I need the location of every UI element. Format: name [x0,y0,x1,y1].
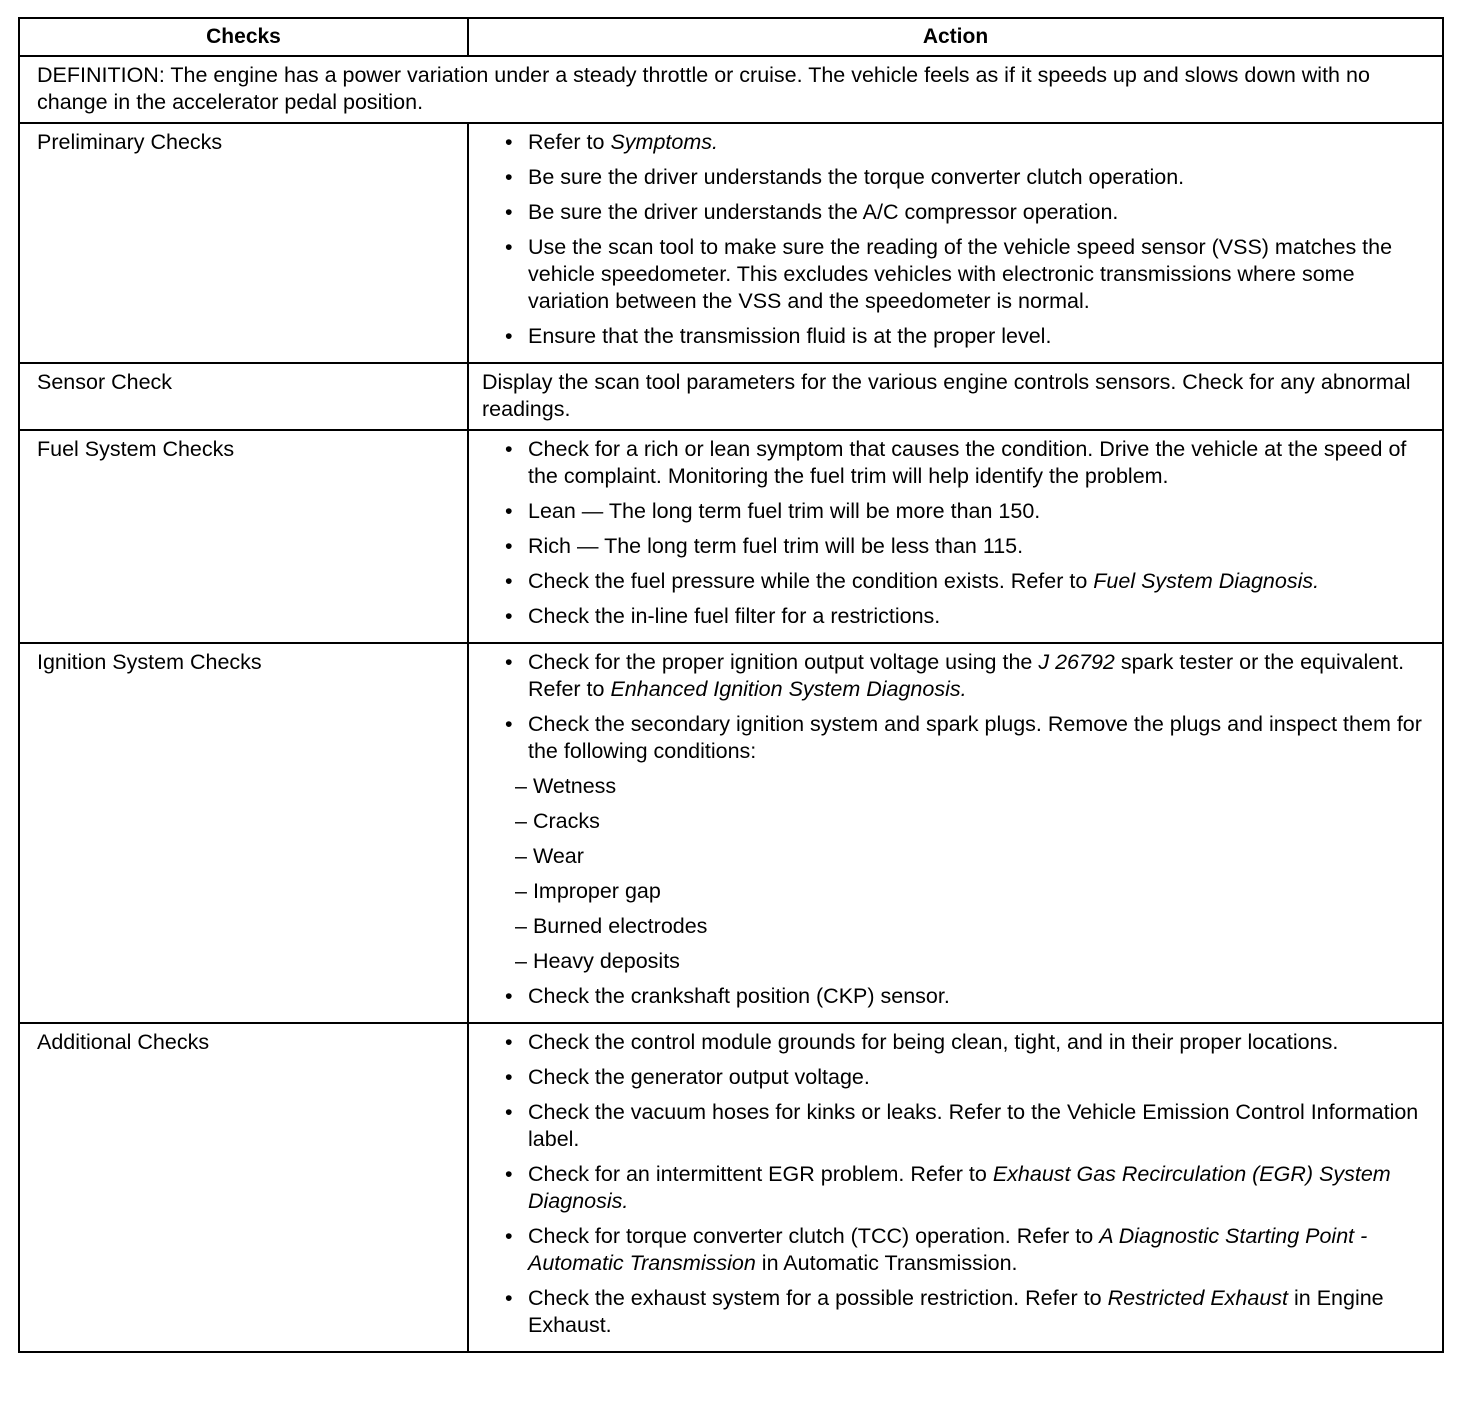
action-item: • Refer to Symptoms. [505,129,1434,156]
condition-item: – Wear [515,843,1434,870]
table-row [19,643,1443,1023]
condition-list [515,773,1434,975]
action-item: • Check the generator output voltage. [505,1064,1434,1091]
action-cell [468,123,1443,363]
action-list [505,436,1434,630]
action-item: • Check the secondary ignition system and spark plugs. Remove the plugs and inspect them for the following conditions: – Wetness – Cracks – Wear – Improper gap – Burned electrodes – Heavy deposits [505,711,1434,975]
action-list [505,649,1434,1010]
table-row [19,430,1443,643]
action-item: • Check for a rich or lean symptom that causes the condition. Drive the vehicle at the speed of the complaint. Monitoring the fuel trim will help identify the problem. [505,436,1434,490]
action-item: • Check for torque converter clutch (TCC) operation. Refer to A Diagnostic Starting Point - Automatic Transmission in Automatic Transmission. [505,1223,1434,1277]
check-label: Preliminary Checks [19,123,468,363]
action-item: • Check the crankshaft position (CKP) sensor. [505,983,1434,1010]
action-list [505,129,1434,350]
action-item: • Check for an intermittent EGR problem. Refer to Exhaust Gas Recirculation (EGR) System Diagnosis. [505,1161,1434,1215]
action-cell [468,430,1443,643]
action-item: • Check the fuel pressure while the condition exists. Refer to Fuel System Diagnosis. [505,568,1434,595]
action-item: • Check the control module grounds for being clean, tight, and in their proper locations. [505,1029,1434,1056]
condition-item: – Heavy deposits [515,948,1434,975]
table-row [19,123,1443,363]
check-label: Additional Checks [19,1023,468,1352]
condition-item: – Wetness [515,773,1434,800]
table-row [19,363,1443,430]
action-cell [468,643,1443,1023]
action-item: • Be sure the driver understands the torque converter clutch operation. [505,164,1434,191]
definition-text: DEFINITION: The engine has a power variation under a steady throttle or cruise. The vehicle feels as if it speeds up and slows down with no change in the accelerator pedal position. [19,56,1443,123]
table-row [19,1023,1443,1352]
condition-item: – Cracks [515,808,1434,835]
condition-item: – Burned electrodes [515,913,1434,940]
action-item: • Check the exhaust system for a possible restriction. Refer to Restricted Exhaust in Engine Exhaust. [505,1285,1434,1339]
action-cell [468,1023,1443,1352]
header-checks: Checks [19,18,468,56]
action-item: • Check the vacuum hoses for kinks or leaks. Refer to the Vehicle Emission Control Information label. [505,1099,1434,1153]
condition-item: – Improper gap [515,878,1434,905]
definition-row [19,56,1443,123]
action-list [505,1029,1434,1339]
diagnostic-table [18,17,1444,1353]
action-item: • Rich — The long term fuel trim will be less than 115. [505,533,1434,560]
header-action: Action [468,18,1443,56]
check-label: Fuel System Checks [19,430,468,643]
action-item: • Be sure the driver understands the A/C compressor operation. [505,199,1434,226]
action-text: Display the scan tool parameters for the various engine controls sensors. Check for any abnormal readings. [468,363,1443,430]
action-item: • Check for the proper ignition output voltage using the J 26792 spark tester or the equivalent. Refer to Enhanced Ignition System Diagnosis. [505,649,1434,703]
action-item: • Ensure that the transmission fluid is at the proper level. [505,323,1434,350]
action-item: • Check the in-line fuel filter for a restrictions. [505,603,1434,630]
check-label: Sensor Check [19,363,468,430]
action-item: • Use the scan tool to make sure the reading of the vehicle speed sensor (VSS) matches the vehicle speedometer. This excludes vehicles with electronic transmissions where some variation between the VSS and the speedometer is normal. [505,234,1434,315]
header-row [19,18,1443,56]
check-label: Ignition System Checks [19,643,468,1023]
action-item: • Lean — The long term fuel trim will be more than 150. [505,498,1434,525]
